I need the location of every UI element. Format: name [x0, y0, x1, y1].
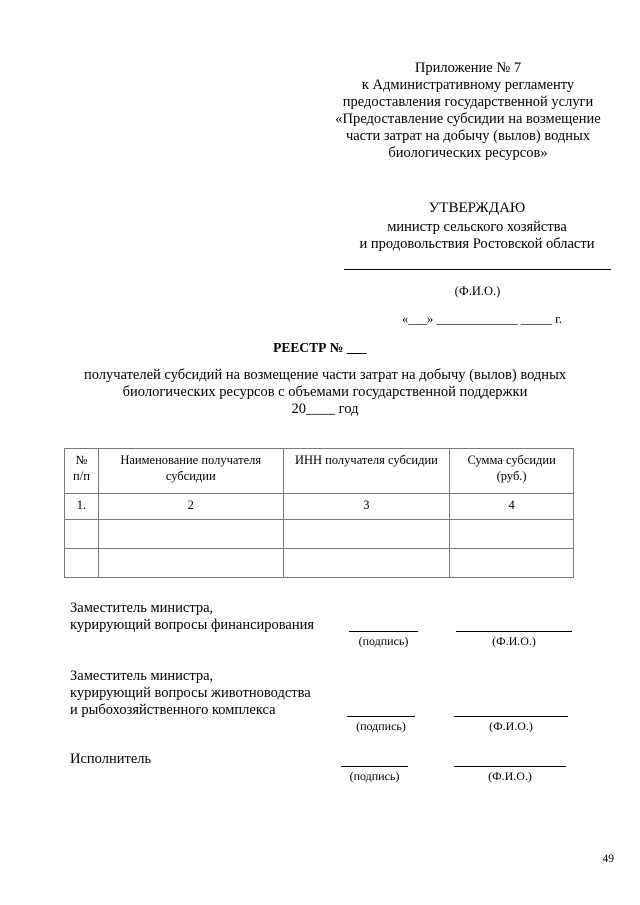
- appendix-line: «Предоставление субсидии на возмещение: [335, 111, 601, 127]
- table-row: [65, 520, 574, 549]
- register-subtitle-line: биологических ресурсов с объемами государственной поддержки: [122, 384, 528, 400]
- register-table: [64, 448, 574, 578]
- appendix-line: предоставления государственной услуги: [342, 94, 594, 110]
- register-subtitle-line: 20____ год: [291, 401, 359, 417]
- fio-line: [456, 631, 572, 632]
- page-number: 49: [602, 853, 614, 865]
- appendix-block: [318, 60, 618, 162]
- table-cell: 3: [283, 494, 450, 520]
- signature-label-line: и рыбохозяйственного комплекса: [70, 702, 276, 718]
- signature-line: [341, 766, 408, 767]
- fio-line: [454, 716, 568, 717]
- signature-label-livestock: [70, 668, 311, 719]
- signature-label-executor: [70, 751, 151, 768]
- signature-caption: (подпись): [349, 769, 400, 783]
- signature-label-line: Исполнитель: [70, 751, 152, 767]
- table-cell: [450, 520, 574, 549]
- table-row: [65, 549, 574, 578]
- table-cell: [65, 520, 99, 549]
- table-cell: 1.: [65, 494, 99, 520]
- fio-caption: (Ф.И.О.): [488, 769, 532, 783]
- signature-label-line: Заместитель министра,: [70, 600, 214, 616]
- signature-caption: (подпись): [358, 634, 409, 648]
- register-subtitle-line: получателей субсидий на возмещение части затрат на добычу (вылов) водных: [83, 367, 567, 383]
- register-title: РЕЕСТР № ___: [273, 340, 367, 355]
- signature-line: [349, 631, 418, 632]
- approval-line: и продовольствия Ростовской области: [359, 236, 595, 252]
- table-cell: [98, 520, 283, 549]
- fio-caption: (Ф.И.О.): [492, 634, 536, 648]
- approval-heading: УТВЕРЖДАЮ: [428, 200, 526, 216]
- signature-label-finance: [70, 600, 314, 634]
- approval-fio-caption: (Ф.И.О.): [454, 284, 501, 298]
- header-cell-amount: Сумма субсидии (руб.): [450, 449, 574, 494]
- signature-line: [347, 716, 415, 717]
- approval-block: [338, 200, 616, 253]
- table-cell: [65, 549, 99, 578]
- table-cell: [283, 520, 450, 549]
- fio-line: [454, 766, 566, 767]
- table-cell: 4: [450, 494, 574, 520]
- table-cell: [450, 549, 574, 578]
- table-header-row: [65, 449, 574, 494]
- fio-caption: (Ф.И.О.): [489, 719, 533, 733]
- approval-date: «___» _____________ _____ г.: [402, 312, 562, 326]
- approval-line: министр сельского хозяйства: [387, 219, 567, 235]
- signature-label-line: Заместитель министра,: [70, 668, 214, 684]
- signature-label-line: курирующий вопросы финансирования: [70, 617, 315, 633]
- signature-label-line: курирующий вопросы животноводства: [70, 685, 311, 701]
- appendix-line: Приложение № 7: [414, 60, 522, 76]
- approval-signature-line: [344, 269, 611, 270]
- header-cell-inn: ИНН получателя субсидии: [283, 449, 450, 494]
- table-cell: [98, 549, 283, 578]
- appendix-line: к Административному регламенту: [361, 77, 575, 93]
- table-cell: 2: [98, 494, 283, 520]
- signature-caption: (подпись): [356, 719, 406, 733]
- header-cell-number: № п/п: [65, 449, 99, 494]
- register-subtitle: [60, 367, 590, 418]
- table-row: [65, 494, 574, 520]
- appendix-line: биологических ресурсов»: [388, 145, 548, 161]
- appendix-line: части затрат на добычу (вылов) водных: [345, 128, 591, 144]
- header-cell-name: Наименование получателя субсидии: [98, 449, 283, 494]
- table-cell: [283, 549, 450, 578]
